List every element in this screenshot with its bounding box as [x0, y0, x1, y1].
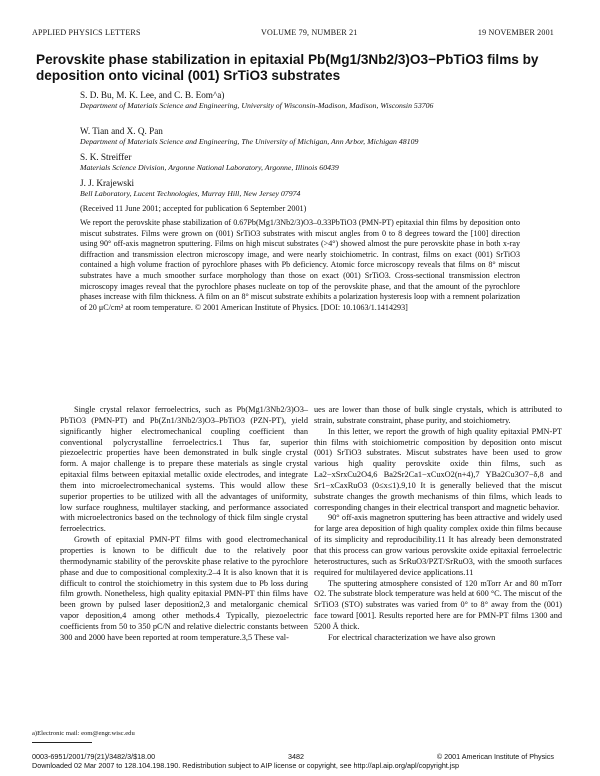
paper-title: Perovskite phase stabilization in epitaxial Pb(Mg1/3Nb2/3)O3−PbTiO3 films by deposition onto vicinal (001) SrTiO3 substrates — [36, 52, 539, 83]
abstract — [80, 218, 520, 313]
abstract-text: We report the perovskite phase stabilization of 0.67Pb(Mg1/3Nb2/3)O3–0.33PbTiO3 (PMN-PT) epitaxial thin films by deposition onto miscut substrates. Films were grown on (001) SrTiO3 substrates with miscut angles from 0 to 8 degrees toward the [100] direction using 90° off-axis magnetron sputtering. Films on high miscut substrates (>4°) showed almost the pure perovskite phase in both x-ray diffraction and transmission electron microscopy image, and were nearly stoichiometric. In contrast, films on exact (001) SrTiO3 contained a high volume fraction of pyrochlore phases with Pb deficiency. Atomic force microscopy reveals that films on 8° miscut substrates have a much smoother surface morphology than those on exact (001) SrTiO3. Cross-sectional transmission electron microscopy images reveal that the pyrochlore phases nucleate on top of the perovskite phase, and that the amount of the pyrochlore phases increase with film thickness. A film on an 8° miscut substrate exhibits a polarization hysteresis loop with a remnent polarization of 20 μC/cm² at room temperature. © 2001 American Institute of Physics. [DOI: 10.1063/1.1414293] — [80, 218, 520, 312]
running-header — [32, 28, 554, 37]
body-paragraph: In this letter, we report the growth of high quality epitaxial PMN-PT thin films with stoichiometric composition by deposition onto miscut (001) SrTiO3 substrates. Miscut substrates have been used to grow various high quality perovskite oxide thin films, such as La2−xSrxCu2O4,6 Ba2Sr2Ca1−xCuxO2(n+4),7 YBa2Cu3O7−δ,8 and Sr1−xCaxRuO3 (0≤x≤1).9,10 It is generally believed that the miscut substrate changes the growth mechanisms of thin films, which leads to corresponding changes in their electrical transport and magnetic behavior. — [314, 426, 562, 512]
footer-issn: 0003-6951/2001/79(21)/3482/3/$18.00 — [32, 752, 156, 761]
received-dates: (Received 11 June 2001; accepted for publication 6 September 2001) — [80, 204, 307, 213]
left-column — [60, 405, 308, 644]
body-paragraph: ues are lower than those of bulk single crystals, which is attributed to strain, substrate constraint, phase purity, and stoichiometry. — [314, 405, 562, 425]
affiliation: Bell Laboratory, Lucent Technologies, Murray Hill, New Jersey 07974 — [80, 189, 301, 198]
body-paragraph: The sputtering atmosphere consisted of 120 mTorr Ar and 80 mTorr O2. The substrate block temperature was held at 600 °C. The miscut of the SrTiO3 (STO) substrates was varied from 0° to 8° away from the (001) face toward [001]. Results reported here are for PMN-PT films 1300 and 5200 Å thick. — [314, 578, 562, 631]
journal-name: APPLIED PHYSICS LETTERS — [32, 28, 141, 37]
body-paragraph: 90° off-axis magnetron sputtering has been attractive and widely used for large area deposition of high quality complex oxide thin films because of its simplicity and reproducibility.11 It has already been demonstrated that this process can grow various perovskite oxide epitaxial ferroelectric heterostructures, such as SrRuO3/PZT/SrRuO3, with the smooth surfaces required for multilayered device applications.11 — [314, 513, 562, 577]
issue-date: 19 NOVEMBER 2001 — [477, 28, 554, 37]
author-line: S. D. Bu, M. K. Lee, and C. B. Eom^a) — [80, 90, 225, 100]
right-column — [314, 405, 562, 644]
body-paragraph: For electrical characterization we have also grown — [328, 632, 496, 642]
volume-number: VOLUME 79, NUMBER 21 — [261, 28, 358, 37]
page-footer — [32, 752, 554, 761]
footnote: a)Electronic mail: eom@engr.wisc.edu — [32, 730, 135, 737]
affiliation: Department of Materials Science and Engineering, University of Wisconsin-Madison, Madison, Wisconsin 53706 — [80, 101, 434, 110]
author-line: W. Tian and X. Q. Pan — [80, 126, 163, 136]
body-paragraph: Growth of epitaxial PMN-PT films with good electromechanical properties is known to be difficult due to the relatively poor thermodynamic stability of the perovskite phase relative to the pyrochlore phase and due to compositional complexity.2–4 It is also known that it is difficult to control the stoichiometry in this system due to Pb loss during film growth. Nonetheless, high quality epitaxial PMN-PT thin films have been grown by pulsed laser deposition2,3 and metalorganic chemical vapor deposition,4 among other methods.4 Typically, piezoelectric coefficients from 50 to 350 pC/N and relative dielectric constants between 300 and 2000 have been reported at room temperature.3,5 These val- — [60, 535, 308, 642]
affiliation: Department of Materials Science and Engineering, The University of Michigan, Ann Arbor, Michigan 48109 — [80, 137, 419, 146]
author-line: S. K. Streiffer — [80, 152, 132, 162]
affiliation: Materials Science Division, Argonne National Laboratory, Argonne, Illinois 60439 — [80, 163, 339, 172]
download-notice: Downloaded 02 Mar 2007 to 128.104.198.190. Redistribution subject to AIP license or copyright, see http://apl.aip.org/apl/copyright.jsp — [32, 761, 459, 770]
footnote-divider — [32, 742, 92, 743]
author-line: J. J. Krajewski — [80, 178, 135, 188]
page-number: 3482 — [287, 752, 304, 761]
footer-copyright: © 2001 American Institute of Physics — [436, 752, 554, 761]
body-paragraph: Single crystal relaxor ferroelectrics, such as Pb(Mg1/3Nb2/3)O3–PbTiO3 (PMN-PT) and Pb(Zn1/3Nb2/3)O3–PbTiO3 (PZN-PT), yield significantly higher electromechanical coupling coefficient than conventional polycrystalline ferroelectrics.1 Thus far, superior piezoelectric properties have been demonstrated in bulk single crystal form. A major challenge is to prepare these materials as single crystal epitaxial films between epitaxial metallic oxide electrodes, and integrate them into microelectromechanical systems. This would allow these superior properties to be utilized with all the advantages of uniformity, low surface roughness, multilayer stacking, and performance associated with microelectronics based on the technology of thick film single crystal ferroelectrics. — [60, 405, 308, 534]
